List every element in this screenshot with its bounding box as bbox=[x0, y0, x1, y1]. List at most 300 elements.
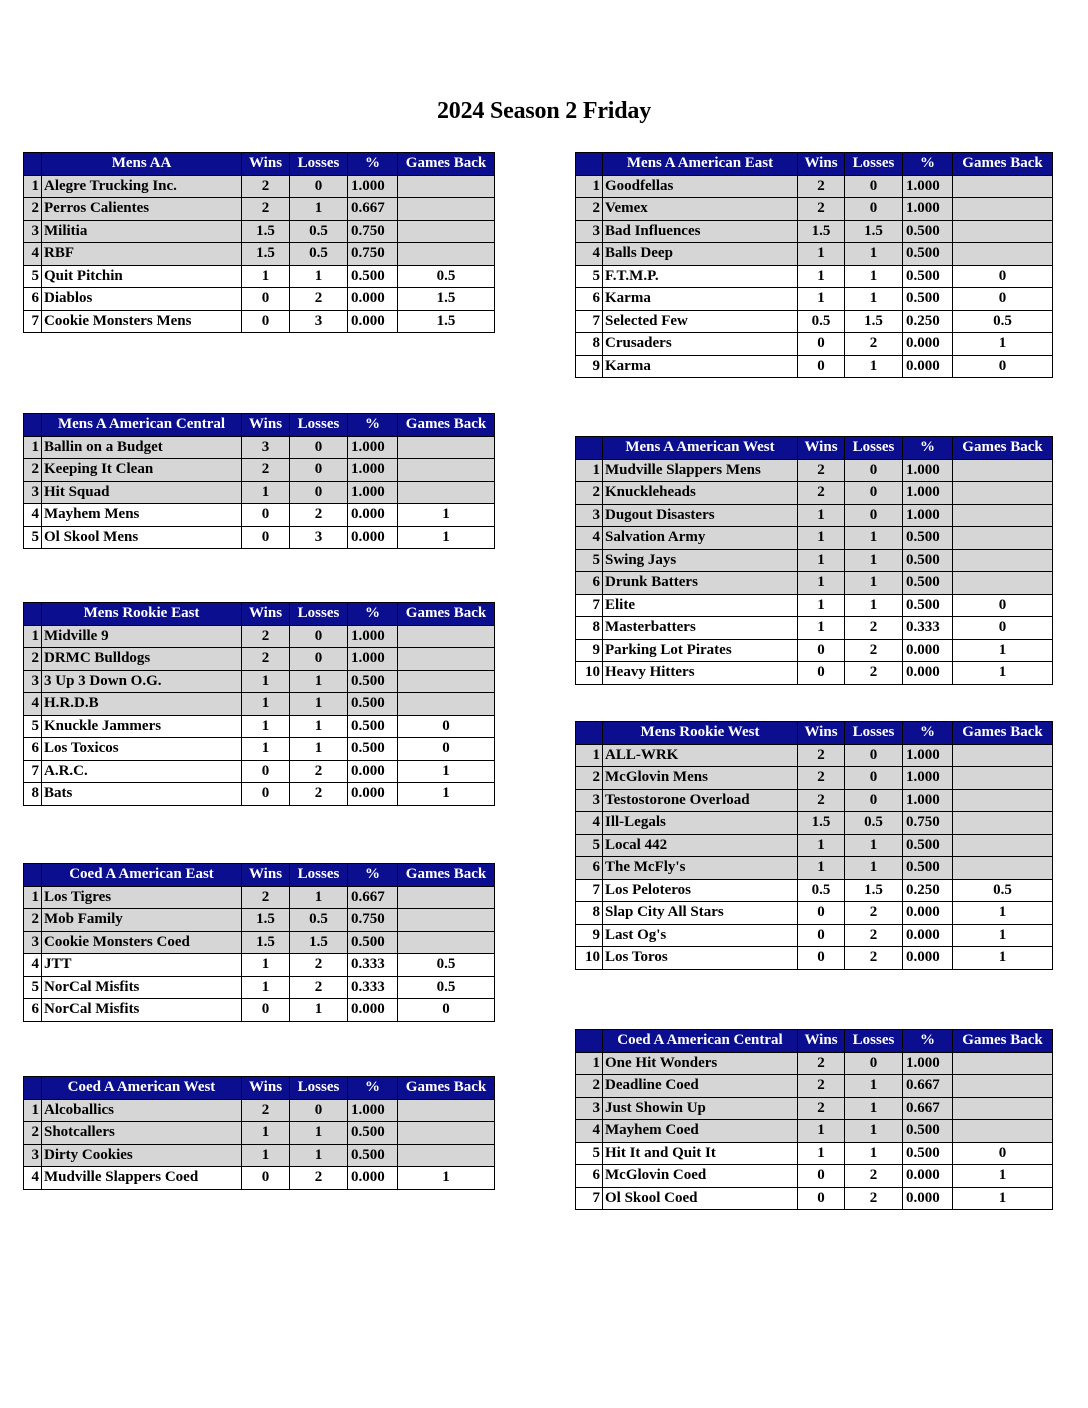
team-name: Last Og's bbox=[603, 924, 798, 947]
rank: 4 bbox=[24, 693, 42, 716]
win-pct: 0.500 bbox=[348, 670, 398, 693]
division-name: Coed A American Central bbox=[603, 1030, 798, 1053]
team-name: Parking Lot Pirates bbox=[603, 639, 798, 662]
team-name: Mob Family bbox=[42, 909, 242, 932]
losses-header: Losses bbox=[290, 603, 348, 626]
pct-header: % bbox=[903, 153, 953, 176]
win-pct: 0.500 bbox=[903, 220, 953, 243]
team-name: Mudville Slappers Mens bbox=[603, 459, 798, 482]
losses-header: Losses bbox=[290, 1077, 348, 1100]
win-pct: 0.500 bbox=[903, 549, 953, 572]
rank: 4 bbox=[576, 527, 603, 550]
win-pct: 0.750 bbox=[903, 812, 953, 835]
team-name: Karma bbox=[603, 355, 798, 378]
table-row bbox=[24, 1122, 495, 1145]
losses-header: Losses bbox=[845, 722, 903, 745]
wins: 1 bbox=[798, 594, 845, 617]
wins: 0 bbox=[798, 902, 845, 925]
games-back: 0 bbox=[953, 355, 1053, 378]
games-back: 1 bbox=[953, 333, 1053, 356]
table-row bbox=[576, 594, 1053, 617]
win-pct: 1.000 bbox=[348, 459, 398, 482]
team-name: F.T.M.P. bbox=[603, 265, 798, 288]
losses-header: Losses bbox=[845, 437, 903, 460]
rank: 2 bbox=[24, 1122, 42, 1145]
win-pct: 0.333 bbox=[348, 976, 398, 999]
losses: 0 bbox=[290, 436, 348, 459]
rank: 9 bbox=[576, 639, 603, 662]
rank: 3 bbox=[576, 1097, 603, 1120]
wins: 0 bbox=[242, 1167, 290, 1190]
wins: 0 bbox=[798, 947, 845, 970]
games-back bbox=[953, 527, 1053, 550]
win-pct: 1.000 bbox=[348, 1099, 398, 1122]
games-back bbox=[398, 459, 495, 482]
standings-table-mens-rookie-east bbox=[23, 602, 495, 806]
team-name: Vemex bbox=[603, 198, 798, 221]
games-back bbox=[953, 549, 1053, 572]
page-title: 2024 Season 2 Friday bbox=[436, 98, 652, 124]
table-row bbox=[24, 760, 495, 783]
win-pct: 1.000 bbox=[348, 625, 398, 648]
pct-header: % bbox=[348, 864, 398, 887]
rank-header bbox=[24, 603, 42, 626]
games-back: 0.5 bbox=[398, 265, 495, 288]
rank: 6 bbox=[24, 999, 42, 1022]
table-row bbox=[24, 198, 495, 221]
team-name: Ill-Legals bbox=[603, 812, 798, 835]
rank: 3 bbox=[576, 220, 603, 243]
wins: 2 bbox=[242, 459, 290, 482]
losses: 1 bbox=[290, 738, 348, 761]
table-row bbox=[576, 789, 1053, 812]
games-back: 1 bbox=[398, 526, 495, 549]
team-name: NorCal Misfits bbox=[42, 976, 242, 999]
table-row bbox=[576, 459, 1053, 482]
team-name: Alcoballics bbox=[42, 1099, 242, 1122]
games-back-header: Games Back bbox=[953, 1030, 1053, 1053]
games-back bbox=[398, 175, 495, 198]
division-name: Mens A American East bbox=[603, 153, 798, 176]
win-pct: 0.500 bbox=[903, 265, 953, 288]
losses: 2 bbox=[290, 288, 348, 311]
rank: 1 bbox=[576, 1052, 603, 1075]
losses: 2 bbox=[290, 1167, 348, 1190]
table-row bbox=[24, 288, 495, 311]
table-row bbox=[576, 1120, 1053, 1143]
wins-header: Wins bbox=[242, 864, 290, 887]
losses: 0 bbox=[845, 789, 903, 812]
win-pct: 0.250 bbox=[903, 879, 953, 902]
wins: 1 bbox=[242, 481, 290, 504]
wins: 2 bbox=[798, 1097, 845, 1120]
rank: 7 bbox=[576, 310, 603, 333]
team-name: Hit It and Quit It bbox=[603, 1142, 798, 1165]
losses: 0.5 bbox=[290, 909, 348, 932]
table-row bbox=[24, 886, 495, 909]
games-back bbox=[398, 931, 495, 954]
team-name: Goodfellas bbox=[603, 175, 798, 198]
rank: 4 bbox=[576, 1120, 603, 1143]
wins: 2 bbox=[798, 175, 845, 198]
rank: 2 bbox=[24, 459, 42, 482]
wins: 1 bbox=[242, 693, 290, 716]
team-name: Dirty Cookies bbox=[42, 1144, 242, 1167]
pct-header: % bbox=[348, 1077, 398, 1100]
wins: 2 bbox=[798, 1052, 845, 1075]
team-name: Karma bbox=[603, 288, 798, 311]
games-back bbox=[953, 1120, 1053, 1143]
wins: 0 bbox=[798, 662, 845, 685]
wins: 0.5 bbox=[798, 310, 845, 333]
win-pct: 0.000 bbox=[903, 639, 953, 662]
team-name: H.R.D.B bbox=[42, 693, 242, 716]
games-back bbox=[398, 670, 495, 693]
rank: 5 bbox=[24, 976, 42, 999]
division-name: Coed A American East bbox=[42, 864, 242, 887]
games-back: 0.5 bbox=[398, 954, 495, 977]
table-row bbox=[24, 976, 495, 999]
header-row bbox=[576, 1030, 1053, 1053]
rank: 5 bbox=[576, 1142, 603, 1165]
header-row bbox=[24, 414, 495, 437]
games-back: 0 bbox=[953, 1142, 1053, 1165]
losses: 0 bbox=[845, 1052, 903, 1075]
team-name: Militia bbox=[42, 220, 242, 243]
wins: 2 bbox=[242, 625, 290, 648]
table-row bbox=[24, 715, 495, 738]
rank: 6 bbox=[576, 857, 603, 880]
win-pct: 0.750 bbox=[348, 909, 398, 932]
games-back bbox=[398, 481, 495, 504]
rank-header bbox=[576, 153, 603, 176]
games-back: 1.5 bbox=[398, 288, 495, 311]
rank: 6 bbox=[576, 572, 603, 595]
wins: 0 bbox=[242, 288, 290, 311]
team-name: Quit Pitchin bbox=[42, 265, 242, 288]
team-name: Drunk Batters bbox=[603, 572, 798, 595]
losses: 1 bbox=[845, 1142, 903, 1165]
win-pct: 1.000 bbox=[903, 175, 953, 198]
games-back-header: Games Back bbox=[398, 1077, 495, 1100]
win-pct: 0.000 bbox=[348, 783, 398, 806]
games-back-header: Games Back bbox=[398, 864, 495, 887]
wins: 1 bbox=[242, 670, 290, 693]
wins: 1 bbox=[242, 1122, 290, 1145]
rank: 1 bbox=[24, 175, 42, 198]
team-name: JTT bbox=[42, 954, 242, 977]
win-pct: 0.500 bbox=[348, 715, 398, 738]
team-name: Los Toxicos bbox=[42, 738, 242, 761]
rank: 7 bbox=[24, 760, 42, 783]
win-pct: 0.500 bbox=[903, 594, 953, 617]
games-back bbox=[398, 648, 495, 671]
games-back bbox=[398, 198, 495, 221]
wins: 1.5 bbox=[798, 812, 845, 835]
wins: 0 bbox=[242, 999, 290, 1022]
division-name: Mens A American Central bbox=[42, 414, 242, 437]
header-row bbox=[24, 153, 495, 176]
rank: 5 bbox=[24, 526, 42, 549]
win-pct: 0.000 bbox=[348, 526, 398, 549]
team-name: Ballin on a Budget bbox=[42, 436, 242, 459]
wins: 1 bbox=[798, 288, 845, 311]
rank: 6 bbox=[576, 288, 603, 311]
games-back bbox=[953, 1052, 1053, 1075]
table-row bbox=[576, 220, 1053, 243]
rank: 6 bbox=[576, 1165, 603, 1188]
losses: 2 bbox=[845, 902, 903, 925]
team-name: Elite bbox=[603, 594, 798, 617]
table-row bbox=[576, 947, 1053, 970]
losses: 1 bbox=[845, 265, 903, 288]
win-pct: 0.500 bbox=[903, 857, 953, 880]
header-row bbox=[576, 722, 1053, 745]
team-name: ALL-WRK bbox=[603, 744, 798, 767]
table-row bbox=[576, 355, 1053, 378]
wins: 2 bbox=[242, 175, 290, 198]
win-pct: 0.000 bbox=[903, 333, 953, 356]
table-row bbox=[576, 1187, 1053, 1210]
losses: 1 bbox=[845, 834, 903, 857]
wins-header: Wins bbox=[798, 1030, 845, 1053]
wins: 1 bbox=[242, 265, 290, 288]
games-back: 1 bbox=[953, 902, 1053, 925]
table-row bbox=[576, 902, 1053, 925]
wins: 1.5 bbox=[242, 243, 290, 266]
wins: 1.5 bbox=[242, 220, 290, 243]
games-back-header: Games Back bbox=[953, 437, 1053, 460]
table-row bbox=[24, 999, 495, 1022]
games-back: 1 bbox=[953, 1165, 1053, 1188]
games-back bbox=[398, 886, 495, 909]
losses: 1.5 bbox=[845, 220, 903, 243]
losses: 0 bbox=[845, 504, 903, 527]
losses: 0 bbox=[845, 198, 903, 221]
wins: 2 bbox=[242, 1099, 290, 1122]
games-back-header: Games Back bbox=[398, 414, 495, 437]
wins: 2 bbox=[798, 789, 845, 812]
wins: 2 bbox=[798, 482, 845, 505]
games-back: 0.5 bbox=[953, 310, 1053, 333]
win-pct: 0.500 bbox=[348, 738, 398, 761]
losses: 2 bbox=[290, 976, 348, 999]
win-pct: 0.000 bbox=[348, 999, 398, 1022]
losses: 1 bbox=[290, 999, 348, 1022]
win-pct: 1.000 bbox=[903, 504, 953, 527]
games-back bbox=[953, 744, 1053, 767]
wins: 0 bbox=[798, 333, 845, 356]
games-back-header: Games Back bbox=[953, 153, 1053, 176]
team-name: McGlovin Coed bbox=[603, 1165, 798, 1188]
table-row bbox=[576, 662, 1053, 685]
table-row bbox=[24, 243, 495, 266]
header-row bbox=[24, 1077, 495, 1100]
win-pct: 1.000 bbox=[903, 767, 953, 790]
games-back-header: Games Back bbox=[398, 153, 495, 176]
losses: 1 bbox=[290, 715, 348, 738]
losses-header: Losses bbox=[290, 414, 348, 437]
pct-header: % bbox=[903, 437, 953, 460]
wins: 2 bbox=[242, 198, 290, 221]
team-name: Hit Squad bbox=[42, 481, 242, 504]
rank: 6 bbox=[24, 738, 42, 761]
wins: 1 bbox=[242, 738, 290, 761]
rank: 3 bbox=[24, 220, 42, 243]
rank: 1 bbox=[576, 744, 603, 767]
wins: 1 bbox=[798, 1120, 845, 1143]
games-back: 1 bbox=[398, 1167, 495, 1190]
win-pct: 0.000 bbox=[903, 924, 953, 947]
pct-header: % bbox=[903, 1030, 953, 1053]
table-row bbox=[576, 549, 1053, 572]
team-name: Balls Deep bbox=[603, 243, 798, 266]
losses: 1 bbox=[845, 527, 903, 550]
rank: 6 bbox=[24, 288, 42, 311]
rank: 8 bbox=[576, 333, 603, 356]
rank: 2 bbox=[24, 648, 42, 671]
games-back bbox=[398, 1122, 495, 1145]
rank: 3 bbox=[576, 504, 603, 527]
losses: 1 bbox=[845, 1075, 903, 1098]
games-back: 1 bbox=[953, 1187, 1053, 1210]
games-back: 0 bbox=[398, 999, 495, 1022]
losses: 1 bbox=[290, 265, 348, 288]
losses: 0 bbox=[845, 482, 903, 505]
table-row bbox=[576, 175, 1053, 198]
losses: 0 bbox=[290, 481, 348, 504]
games-back: 0 bbox=[953, 617, 1053, 640]
win-pct: 0.500 bbox=[903, 1120, 953, 1143]
rank: 8 bbox=[576, 902, 603, 925]
rank: 9 bbox=[576, 924, 603, 947]
win-pct: 1.000 bbox=[903, 198, 953, 221]
losses: 1 bbox=[845, 549, 903, 572]
table-row bbox=[24, 175, 495, 198]
rank: 5 bbox=[576, 549, 603, 572]
games-back bbox=[953, 1097, 1053, 1120]
wins: 0.5 bbox=[798, 879, 845, 902]
wins: 0 bbox=[242, 526, 290, 549]
wins: 0 bbox=[242, 783, 290, 806]
win-pct: 1.000 bbox=[903, 744, 953, 767]
wins: 0 bbox=[798, 639, 845, 662]
pct-header: % bbox=[903, 722, 953, 745]
wins: 1 bbox=[798, 572, 845, 595]
wins: 0 bbox=[242, 760, 290, 783]
win-pct: 1.000 bbox=[348, 175, 398, 198]
losses: 2 bbox=[845, 639, 903, 662]
team-name: Mayhem Coed bbox=[603, 1120, 798, 1143]
standings-table-mens-aa bbox=[23, 152, 495, 333]
team-name: NorCal Misfits bbox=[42, 999, 242, 1022]
losses: 0 bbox=[845, 175, 903, 198]
games-back bbox=[398, 693, 495, 716]
wins: 1 bbox=[798, 265, 845, 288]
rank: 9 bbox=[576, 355, 603, 378]
wins: 1 bbox=[242, 976, 290, 999]
team-name: Perros Calientes bbox=[42, 198, 242, 221]
wins: 0 bbox=[798, 1165, 845, 1188]
games-back: 1.5 bbox=[398, 310, 495, 333]
losses: 0 bbox=[290, 625, 348, 648]
games-back bbox=[398, 243, 495, 266]
table-row bbox=[576, 482, 1053, 505]
team-name: A.R.C. bbox=[42, 760, 242, 783]
pct-header: % bbox=[348, 603, 398, 626]
rank: 2 bbox=[576, 767, 603, 790]
losses: 1 bbox=[845, 594, 903, 617]
team-name: Heavy Hitters bbox=[603, 662, 798, 685]
rank: 5 bbox=[24, 715, 42, 738]
table-row bbox=[576, 1075, 1053, 1098]
win-pct: 0.667 bbox=[348, 198, 398, 221]
team-name: Keeping It Clean bbox=[42, 459, 242, 482]
rank: 7 bbox=[576, 1187, 603, 1210]
games-back: 1 bbox=[398, 783, 495, 806]
team-name: Cookie Monsters Coed bbox=[42, 931, 242, 954]
rank: 2 bbox=[576, 482, 603, 505]
table-row bbox=[24, 648, 495, 671]
win-pct: 0.000 bbox=[903, 355, 953, 378]
games-back: 1 bbox=[953, 947, 1053, 970]
wins-header: Wins bbox=[242, 603, 290, 626]
wins-header: Wins bbox=[798, 722, 845, 745]
games-back bbox=[398, 1144, 495, 1167]
games-back bbox=[953, 175, 1053, 198]
team-name: Deadline Coed bbox=[603, 1075, 798, 1098]
pct-header: % bbox=[348, 153, 398, 176]
losses: 0 bbox=[290, 459, 348, 482]
table-row bbox=[576, 857, 1053, 880]
team-name: Los Toros bbox=[603, 947, 798, 970]
losses: 1.5 bbox=[845, 879, 903, 902]
table-row bbox=[24, 931, 495, 954]
losses: 1.5 bbox=[290, 931, 348, 954]
standings-table-mens-a-american-central bbox=[23, 413, 495, 549]
games-back bbox=[398, 909, 495, 932]
team-name: Selected Few bbox=[603, 310, 798, 333]
win-pct: 0.250 bbox=[903, 310, 953, 333]
losses: 0 bbox=[290, 1099, 348, 1122]
win-pct: 0.000 bbox=[903, 1165, 953, 1188]
win-pct: 0.000 bbox=[348, 310, 398, 333]
win-pct: 0.000 bbox=[348, 760, 398, 783]
rank: 4 bbox=[576, 243, 603, 266]
table-row bbox=[24, 738, 495, 761]
rank-header bbox=[576, 1030, 603, 1053]
table-row bbox=[576, 265, 1053, 288]
wins: 1 bbox=[798, 834, 845, 857]
rank: 3 bbox=[24, 670, 42, 693]
table-row bbox=[576, 1052, 1053, 1075]
rank: 2 bbox=[24, 909, 42, 932]
header-row bbox=[24, 603, 495, 626]
losses: 1 bbox=[845, 1120, 903, 1143]
rank: 1 bbox=[24, 625, 42, 648]
losses: 1 bbox=[290, 198, 348, 221]
table-row bbox=[24, 310, 495, 333]
table-row bbox=[24, 265, 495, 288]
losses: 1 bbox=[845, 288, 903, 311]
losses: 1.5 bbox=[845, 310, 903, 333]
games-back bbox=[398, 625, 495, 648]
win-pct: 0.333 bbox=[348, 954, 398, 977]
win-pct: 0.500 bbox=[348, 693, 398, 716]
team-name: 3 Up 3 Down O.G. bbox=[42, 670, 242, 693]
games-back bbox=[398, 1099, 495, 1122]
wins: 2 bbox=[242, 648, 290, 671]
